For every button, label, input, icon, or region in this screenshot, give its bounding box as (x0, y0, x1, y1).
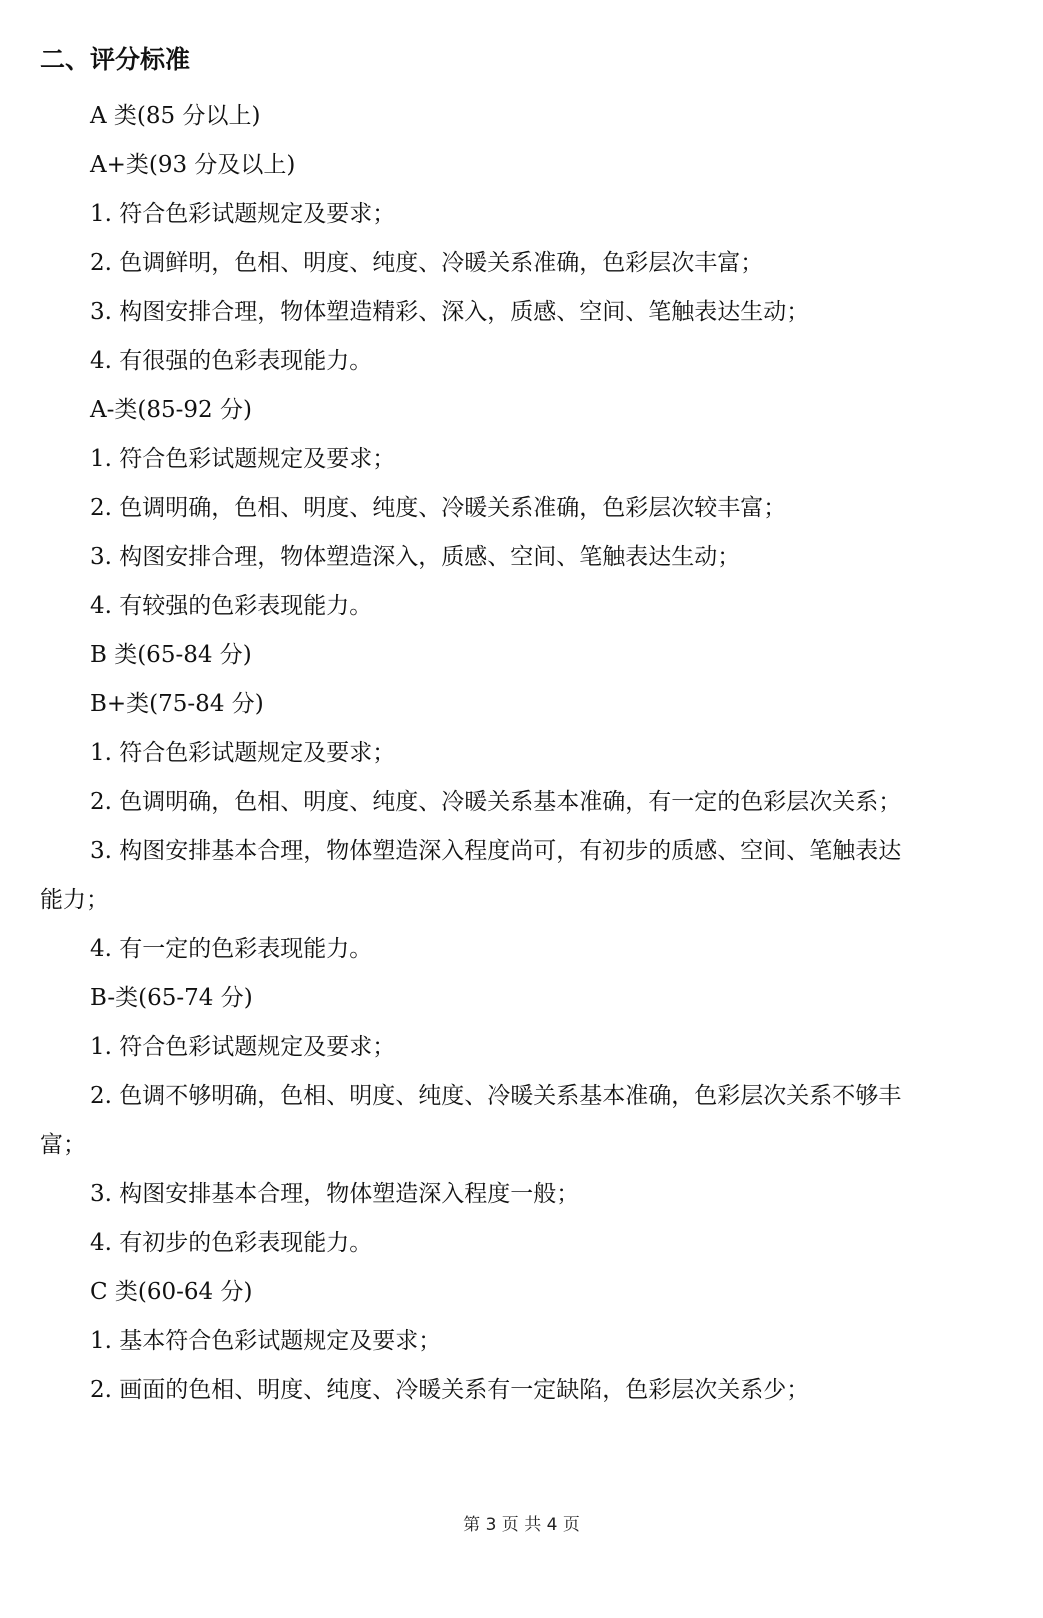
criteria-paragraph: B 类(65-84 分) (90, 642, 252, 668)
criteria-paragraph: B-类(65-74 分) (90, 985, 253, 1011)
criteria-paragraph: 2. 色调明确，色相、明度、纯度、冷暖关系准确，色彩层次较丰富； (90, 495, 787, 521)
criteria-paragraph: 4. 有很强的色彩表现能力。 (90, 348, 373, 374)
criteria-paragraph: 3. 构图安排合理，物体塑造深入，质感、空间、笔触表达生动； (90, 544, 741, 570)
section-heading: 二、评分标准 (40, 45, 191, 74)
criteria-paragraph: B+类(75-84 分) (90, 691, 264, 717)
criteria-paragraph: 3. 构图安排合理，物体塑造精彩、深入，质感、空间、笔触表达生动； (90, 299, 810, 325)
criteria-paragraph: 3. 构图安排基本合理，物体塑造深入程度尚可，有初步的质感、空间、笔触表达能力； (40, 838, 902, 913)
criteria-paragraph: 1. 符合色彩试题规定及要求； (90, 201, 396, 227)
criteria-paragraph: C 类(60-64 分) (90, 1279, 253, 1305)
criteria-content (40, 92, 920, 1415)
page-footer: 第 3 页 共 4 页 (463, 1515, 580, 1535)
criteria-paragraph: A+类(93 分及以上) (90, 152, 296, 178)
criteria-paragraph: A-类(85-92 分) (90, 397, 252, 423)
criteria-paragraph: 1. 符合色彩试题规定及要求； (90, 1034, 396, 1060)
criteria-paragraph: 4. 有较强的色彩表现能力。 (90, 593, 373, 619)
criteria-paragraph: 3. 构图安排基本合理，物体塑造深入程度一般； (90, 1181, 580, 1207)
criteria-paragraph: 1. 符合色彩试题规定及要求； (90, 446, 396, 472)
criteria-paragraph: 1. 符合色彩试题规定及要求； (90, 740, 396, 766)
criteria-paragraph: 2. 色调鲜明，色相、明度、纯度、冷暖关系准确，色彩层次丰富； (90, 250, 764, 276)
criteria-paragraph: 4. 有一定的色彩表现能力。 (90, 936, 373, 962)
criteria-paragraph: 2. 色调明确，色相、明度、纯度、冷暖关系基本准确，有一定的色彩层次关系； (90, 789, 902, 815)
criteria-paragraph: 1. 基本符合色彩试题规定及要求； (90, 1328, 442, 1354)
criteria-paragraph: 2. 色调不够明确，色相、明度、纯度、冷暖关系基本准确，色彩层次关系不够丰富； (40, 1083, 902, 1158)
criteria-paragraph: A 类(85 分以上) (90, 103, 261, 129)
criteria-paragraph: 4. 有初步的色彩表现能力。 (90, 1230, 373, 1256)
criteria-paragraph: 2. 画面的色相、明度、纯度、冷暖关系有一定缺陷，色彩层次关系少； (90, 1377, 810, 1403)
